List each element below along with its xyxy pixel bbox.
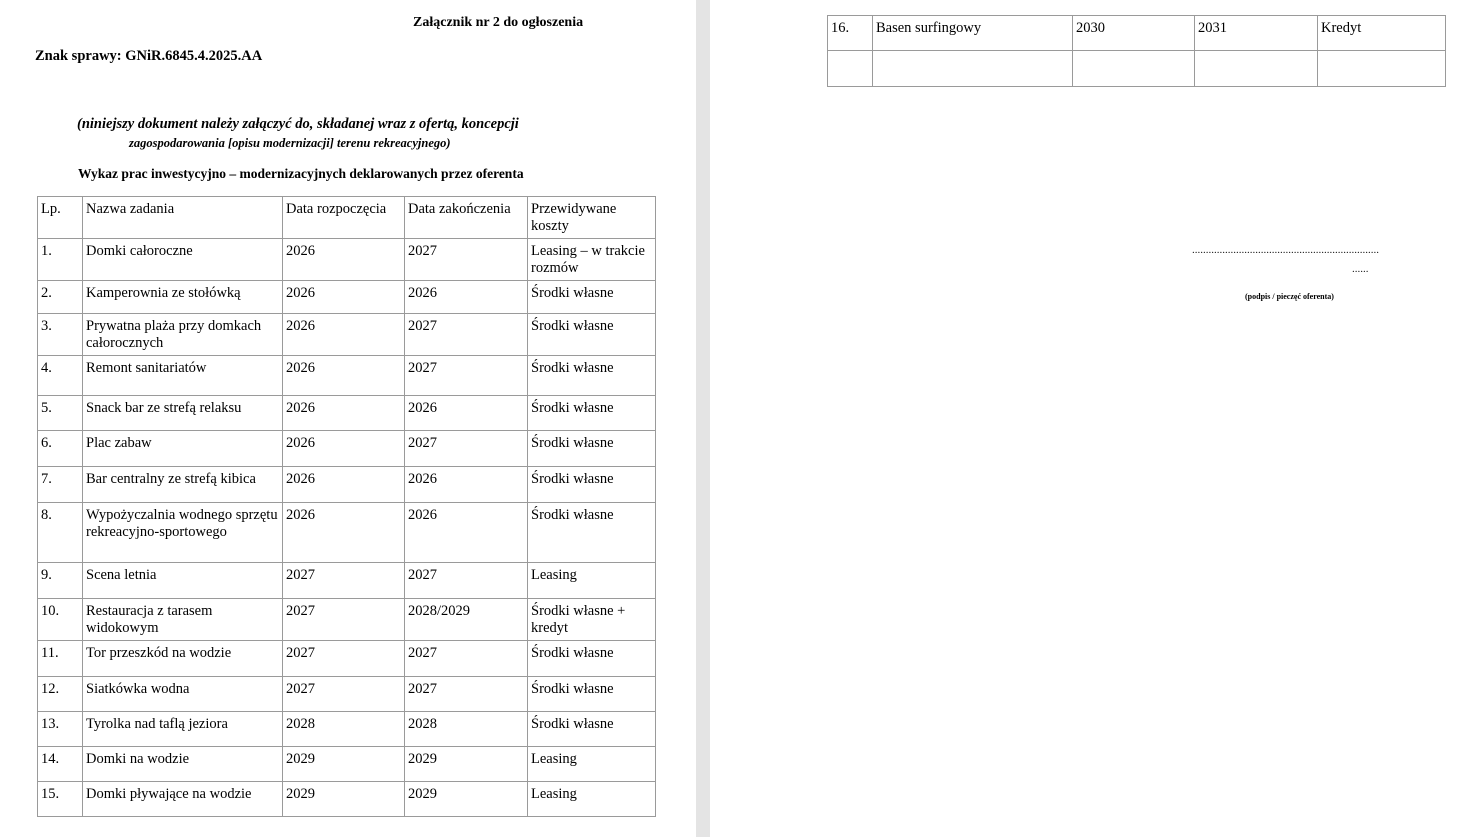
cell-task-name: Domki pływające na wodzie: [83, 782, 283, 817]
cell-start-date: 2026: [283, 314, 405, 356]
table-row: [38, 281, 656, 314]
cell-lp: 13.: [38, 712, 83, 747]
table-row: [828, 16, 1446, 51]
table-row: [38, 599, 656, 641]
cell-task-name: Domki całoroczne: [83, 239, 283, 281]
cell-lp: 8.: [38, 503, 83, 563]
cell-start-date: 2028: [283, 712, 405, 747]
annex-title: Załącznik nr 2 do ogłoszenia: [413, 15, 584, 30]
cell-end-date: 2027: [405, 677, 528, 712]
cell-end-date: 2027: [405, 314, 528, 356]
cell-costs: Leasing: [528, 782, 656, 817]
header-lp: Lp.: [38, 197, 83, 239]
cell-end-date: 2029: [405, 782, 528, 817]
table-row: [38, 356, 656, 396]
cell-start-date: 2030: [1073, 16, 1195, 51]
instruction-note-line-2: zagospodarowania [opisu modernizacji] terenu rekreacyjnego): [129, 136, 451, 150]
table-row: [38, 396, 656, 431]
cell-lp: 11.: [38, 641, 83, 677]
cell-costs: Środki własne: [528, 281, 656, 314]
table-row: [38, 431, 656, 467]
cell-end-date: [1195, 51, 1318, 87]
cell-task-name: Wypożyczalnia wodnego sprzętu rekreacyjno-sportowego: [83, 503, 283, 563]
cell-lp: 1.: [38, 239, 83, 281]
cell-lp: 10.: [38, 599, 83, 641]
works-table: [37, 196, 656, 817]
cell-start-date: 2027: [283, 599, 405, 641]
table-row-empty: [828, 51, 1446, 87]
cell-task-name: Scena letnia: [83, 563, 283, 599]
cell-start-date: 2027: [283, 641, 405, 677]
cell-costs: Środki własne: [528, 503, 656, 563]
signature-line-tail: ......: [1352, 263, 1369, 275]
signature-line: ....................................................................: [1192, 244, 1379, 256]
cell-end-date: 2028: [405, 712, 528, 747]
cell-start-date: 2026: [283, 503, 405, 563]
cell-start-date: 2029: [283, 747, 405, 782]
cell-end-date: 2026: [405, 503, 528, 563]
header-task-name: Nazwa zadania: [83, 197, 283, 239]
document-page-1: [0, 0, 696, 837]
works-table-continuation: [827, 15, 1446, 87]
cell-task-name: Basen surfingowy: [873, 16, 1073, 51]
cell-costs: Środki własne: [528, 396, 656, 431]
cell-costs: [1318, 51, 1446, 87]
cell-start-date: 2026: [283, 396, 405, 431]
cell-task-name: Siatkówka wodna: [83, 677, 283, 712]
cell-lp: 5.: [38, 396, 83, 431]
cell-end-date: 2027: [405, 563, 528, 599]
cell-lp: 2.: [38, 281, 83, 314]
cell-start-date: 2026: [283, 239, 405, 281]
cell-lp: 15.: [38, 782, 83, 817]
cell-lp: [828, 51, 873, 87]
cell-lp: 9.: [38, 563, 83, 599]
cell-end-date: 2027: [405, 641, 528, 677]
cell-end-date: 2029: [405, 747, 528, 782]
cell-costs: Leasing: [528, 747, 656, 782]
cell-task-name: Kamperownia ze stołówką: [83, 281, 283, 314]
table-row: [38, 712, 656, 747]
cell-task-name: Remont sanitariatów: [83, 356, 283, 396]
cell-start-date: [1073, 51, 1195, 87]
table-header-row: [38, 197, 656, 239]
table-row: [38, 503, 656, 563]
cell-costs: Środki własne: [528, 356, 656, 396]
cell-costs: Środki własne: [528, 314, 656, 356]
cell-end-date: 2027: [405, 356, 528, 396]
header-start-date: Data rozpoczęcia: [283, 197, 405, 239]
cell-start-date: 2029: [283, 782, 405, 817]
cell-end-date: 2026: [405, 281, 528, 314]
signature-caption: (podpis / pieczęć oferenta): [1245, 292, 1334, 301]
cell-lp: 3.: [38, 314, 83, 356]
header-end-date: Data zakończenia: [405, 197, 528, 239]
cell-costs: Leasing – w trakcie rozmów: [528, 239, 656, 281]
instruction-note-line-1: (niniejszy dokument należy załączyć do, składanej wraz z ofertą, koncepcji: [77, 116, 519, 132]
cell-costs: Środki własne: [528, 467, 656, 503]
cell-task-name: [873, 51, 1073, 87]
table-row: [38, 641, 656, 677]
cell-end-date: 2027: [405, 431, 528, 467]
cell-start-date: 2027: [283, 563, 405, 599]
cell-task-name: Tyrolka nad taflą jeziora: [83, 712, 283, 747]
table-row: [38, 563, 656, 599]
cell-lp: 16.: [828, 16, 873, 51]
cell-end-date: 2031: [1195, 16, 1318, 51]
cell-end-date: 2026: [405, 396, 528, 431]
cell-end-date: 2027: [405, 239, 528, 281]
cell-lp: 6.: [38, 431, 83, 467]
cell-costs: Środki własne: [528, 641, 656, 677]
cell-costs: Środki własne: [528, 431, 656, 467]
cell-lp: 12.: [38, 677, 83, 712]
table-row: [38, 677, 656, 712]
works-list-heading: Wykaz prac inwestycyjno – modernizacyjnych deklarowanych przez oferenta: [78, 166, 524, 181]
cell-lp: 7.: [38, 467, 83, 503]
table-row: [38, 747, 656, 782]
cell-start-date: 2026: [283, 356, 405, 396]
cell-start-date: 2026: [283, 431, 405, 467]
cell-end-date: 2026: [405, 467, 528, 503]
cell-task-name: Tor przeszkód na wodzie: [83, 641, 283, 677]
cell-task-name: Prywatna plaża przy domkach całorocznych: [83, 314, 283, 356]
cell-costs: Środki własne: [528, 712, 656, 747]
table-row: [38, 314, 656, 356]
header-estimated-costs: Przewidywane koszty: [528, 197, 656, 239]
cell-costs: Leasing: [528, 563, 656, 599]
table-row: [38, 467, 656, 503]
cell-start-date: 2027: [283, 677, 405, 712]
case-reference: Znak sprawy: GNiR.6845.4.2025.AA: [35, 48, 263, 64]
document-page-2: [710, 0, 1480, 837]
cell-task-name: Bar centralny ze strefą kibica: [83, 467, 283, 503]
cell-costs: Środki własne: [528, 677, 656, 712]
table-row: [38, 239, 656, 281]
cell-task-name: Restauracja z tarasem widokowym: [83, 599, 283, 641]
cell-costs: Środki własne + kredyt: [528, 599, 656, 641]
cell-start-date: 2026: [283, 281, 405, 314]
cell-task-name: Domki na wodzie: [83, 747, 283, 782]
cell-task-name: Snack bar ze strefą relaksu: [83, 396, 283, 431]
cell-costs: Kredyt: [1318, 16, 1446, 51]
cell-start-date: 2026: [283, 467, 405, 503]
table-row: [38, 782, 656, 817]
cell-lp: 4.: [38, 356, 83, 396]
cell-lp: 14.: [38, 747, 83, 782]
cell-end-date: 2028/2029: [405, 599, 528, 641]
cell-task-name: Plac zabaw: [83, 431, 283, 467]
